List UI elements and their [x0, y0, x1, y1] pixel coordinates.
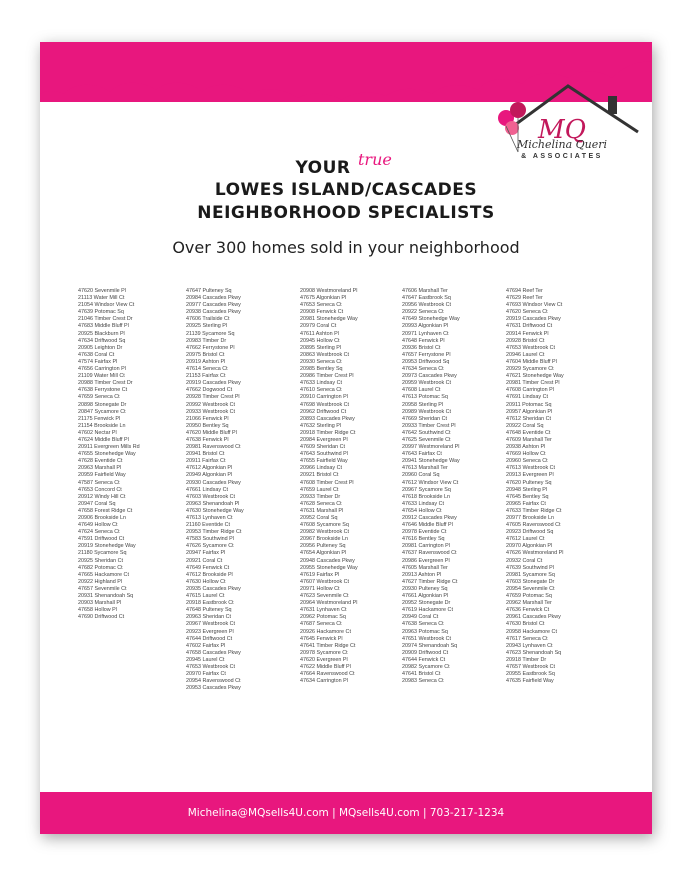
- address-item: 47698 Westbrook Ct: [300, 401, 350, 408]
- address-item: 47629 Reef Ter: [506, 295, 543, 302]
- address-item: 20981 Stonehedge Way: [300, 316, 358, 323]
- logo-monogram: MQ: [538, 115, 586, 145]
- address-item: 20962 Potomac Sq: [300, 614, 346, 621]
- address-item: 47683 Middle Bluff Pl: [78, 323, 129, 330]
- address-item: 47669 Sheridan Ct: [402, 415, 447, 422]
- address-item: 20948 Cascades Pkwy: [300, 557, 355, 564]
- address-item: 47654 Algonkian Pl: [300, 550, 347, 557]
- address-item: 20983 Timber Dr: [186, 337, 227, 344]
- footer-contact: Michelina@MQsells4U.com | MQsells4U.com | 703-217-1234: [187, 807, 505, 819]
- address-item: 47608 Sycamore Sq: [300, 522, 349, 529]
- address-item: 47613 Potomac Sq: [402, 394, 448, 401]
- address-item: 47631 Driftwood Ct: [506, 323, 553, 330]
- address-item: 47661 Lindsay Ct: [186, 486, 228, 493]
- address-item: 47623 Shenandoah Sq: [506, 649, 562, 656]
- address-item: 47659 Seneca Ct: [78, 394, 120, 401]
- address-item: 47616 Bentley Sq: [402, 536, 445, 543]
- address-item: 20983 Seneca Ct: [402, 678, 444, 685]
- address-item: 47657 Westbrook Ct: [506, 663, 556, 670]
- address-item: 20913 Evergreen Pl: [506, 472, 554, 479]
- address-item: 20919 Ashton Pl: [186, 358, 226, 365]
- address-item: 47645 Fenwick Pl: [300, 635, 343, 642]
- address-item: 20963 Sheridan Ct: [186, 614, 231, 621]
- address-item: 47619 Hackamore Ct: [402, 607, 453, 614]
- address-item: 47620 Middle Bluff Pl: [186, 429, 237, 436]
- address-item: 47675 Algonkian Pl: [300, 295, 347, 302]
- address-item: 20977 Brookside Ln: [506, 515, 554, 521]
- address-item: 20949 Coral Ct: [402, 614, 439, 621]
- address-item: 20911 Evergreen Mills Rd: [78, 444, 140, 451]
- address-item: 21054 Windsor View Ct: [78, 302, 135, 309]
- address-item: 20928 Timber Crest Pl: [186, 394, 240, 401]
- address-item: 47693 Windsor View Ct: [506, 302, 563, 309]
- address-item: 47623 Sevenmile Ct: [300, 593, 349, 600]
- address-item: 20941 Bristol Ct: [186, 451, 225, 458]
- address-item: 20938 Cascades Pkwy: [186, 309, 241, 316]
- address-item: 47632 Sterling Pl: [300, 422, 342, 429]
- address-item: 47619 Fairfax Pl: [300, 571, 340, 578]
- address-item: 20906 Brookside Ln: [78, 515, 126, 521]
- address-item: 20930 Seneca Ct: [300, 358, 342, 365]
- address-item: 20945 Hollow Ct: [300, 337, 340, 344]
- address-item: 47620 Sevenmile Pl: [78, 288, 126, 294]
- address-item: 20962 Marshall Ter: [506, 600, 552, 607]
- address-item: 47625 Sevenmile Ct: [402, 436, 451, 443]
- address-item: 47611 Ashton Pl: [300, 330, 339, 337]
- address-item: 47658 Forest Ridge Ct: [78, 507, 133, 514]
- address-item: 47656 Carrington Pl: [78, 366, 126, 373]
- address-item: 20925 Blackburn Pl: [78, 330, 125, 337]
- address-item: 20911 Potomac Sq: [506, 401, 552, 408]
- address-item: 47614 Seneca Ct: [186, 366, 228, 373]
- address-item: 20955 Stonehedge Way: [300, 564, 358, 571]
- address-item: 47627 Timber Ridge Ct: [402, 578, 458, 585]
- address-item: 20989 Westbrook Ct: [402, 408, 452, 415]
- address-item: 20984 Cascades Pkwy: [186, 295, 241, 302]
- address-item: 20964 Westmoreland Pl: [300, 600, 358, 607]
- address-item: 21109 Water Mill Ct: [78, 373, 125, 380]
- address-item: 47610 Seneca Ct: [300, 387, 342, 394]
- address-item: 47634 Carrington Pl: [300, 678, 348, 685]
- address-item: 47659 Potomac Sq: [506, 593, 552, 600]
- address-item: 47661 Algonkian Pl: [402, 593, 449, 600]
- address-item: 20954 Ravenswood Ct: [186, 678, 241, 685]
- address-columns: [78, 288, 618, 788]
- address-item: 47687 Seneca Ct: [300, 621, 342, 628]
- address-item: 20908 Fenwick Ct: [300, 309, 344, 316]
- address-item: 47583 Southwind Pl: [186, 536, 234, 543]
- address-item: 47648 Fenwick Pl: [402, 337, 445, 344]
- address-item: 47655 Stonehedge Way: [78, 451, 136, 458]
- address-item: 47612 Windsor View Ct: [402, 479, 459, 486]
- address-item: 20938 Ashton Pl: [506, 444, 546, 451]
- address-item: 20847 Sycamore Ct: [78, 408, 126, 415]
- address-item: 20979 Coral Ct: [300, 323, 337, 330]
- address-item: 47659 Laurel Ct: [300, 486, 339, 493]
- logo-name: Michelina Queri: [516, 138, 608, 151]
- address-item: 47654 Hollow Ct: [402, 507, 442, 514]
- address-item: 20963 Potomac Sq: [402, 628, 448, 635]
- address-item: 47613 Lynhaven Ct: [186, 515, 233, 521]
- address-item: 20973 Cascades Pkwy: [402, 373, 457, 380]
- address-item: 20963 Marshall Pl: [78, 465, 122, 472]
- address-item: 20922 Seneca Ct: [402, 309, 444, 316]
- address-item: 20919 Stonehedge Way: [78, 543, 136, 550]
- address-item: 20941 Stonehedge Way: [402, 458, 460, 465]
- address-item: 20909 Driftwood Ct: [402, 649, 449, 656]
- address-item: 47602 Fairfax Pl: [186, 642, 226, 649]
- address-item: 20893 Cascades Pkwy: [300, 415, 355, 422]
- address-item: 47653 Westbrook Ct: [506, 344, 556, 351]
- address-item: 47634 Seneca Ct: [402, 366, 444, 373]
- address-item: 47606 Marshall Ter: [402, 288, 448, 294]
- address-item: 47690 Driftwood Ct: [78, 614, 125, 621]
- address-item: 47639 Southwind Pl: [506, 564, 554, 571]
- address-item: 47615 Laurel Ct: [186, 593, 225, 600]
- address-item: 20918 Eastbrook Ct: [186, 600, 234, 607]
- address-item: 20926 Hackamore Ct: [300, 628, 351, 635]
- address-item: 20928 Bristol Ct: [506, 337, 545, 344]
- address-item: 20948 Sterling Pl: [506, 486, 548, 493]
- heading-line-2: LOWES ISLAND/CASCADES: [214, 180, 478, 200]
- address-item: 20971 Lynhaven Ct: [402, 330, 449, 337]
- address-item: 47604 Middle Bluff Pl: [506, 358, 557, 365]
- address-item: 20943 Lynhaven Ct: [506, 642, 553, 649]
- address-item: 20985 Bentley Sq: [300, 366, 343, 373]
- address-item: 47620 Pulteney Sq: [506, 479, 552, 486]
- address-item: 47603 Westbrook Ct: [186, 493, 236, 500]
- address-item: 20974 Shenandoah Sq: [402, 642, 458, 649]
- address-item: 20947 Coral Sq: [78, 500, 116, 507]
- address-item: 20931 Shenandoah Sq: [78, 593, 134, 600]
- heading-accent-word: true: [358, 150, 392, 169]
- address-item: 20949 Algonkian Pl: [186, 472, 233, 479]
- address-item: 20959 Fairfield Way: [78, 472, 126, 479]
- address-item: 20950 Bentley Sq: [186, 422, 229, 429]
- address-item: 20981 Timber Crest Pl: [506, 380, 560, 387]
- address-column: [186, 288, 294, 692]
- address-item: 47662 Ferrystone Pl: [186, 344, 235, 351]
- address-item: 20954 Sevenmile Ct: [506, 585, 555, 592]
- address-item: 47665 Hackamore Ct: [78, 571, 129, 578]
- address-item: 20970 Algonkian Pl: [506, 543, 553, 550]
- address-item: 20957 Algonkian Pl: [506, 408, 553, 415]
- address-item: 20922 Coral Sq: [506, 422, 544, 429]
- address-item: 47624 Seneca Ct: [78, 529, 120, 536]
- address-item: 47635 Fairfield Way: [506, 678, 554, 685]
- address-item: 47643 Southwind Pl: [300, 451, 348, 458]
- address-item: 20905 Leighton Dr: [78, 344, 123, 351]
- address-item: 21154 Brookside Ln: [78, 422, 126, 429]
- address-item: 47609 Marshall Ter: [506, 436, 552, 443]
- address-item: 47662 Dogwood Ct: [186, 387, 233, 394]
- address-item: 47622 Middle Bluff Pl: [300, 663, 351, 670]
- address-item: 47655 Fairfield Way: [300, 458, 348, 465]
- address-item: 21066 Fenwick Pl: [186, 415, 229, 422]
- address-item: 47613 Westbrook Ct: [506, 465, 556, 472]
- address-item: 21046 Timber Crest Dr: [78, 316, 133, 323]
- address-item: 20981 Ravenswood Ct: [186, 444, 241, 451]
- address-item: 47657 Ferrystone Pl: [402, 351, 451, 358]
- address-item: 47633 Lindsay Ct: [300, 380, 342, 387]
- address-item: 47643 Fairfax Ct: [402, 451, 442, 458]
- address-item: 47613 Marshall Ter: [402, 465, 448, 472]
- address-item: 47638 Coral Ct: [78, 351, 115, 358]
- address-item: 47653 Concord Ct: [78, 486, 122, 493]
- address-item: 47633 Lindsay Ct: [402, 500, 444, 507]
- address-item: 47637 Ravenswood Ct: [402, 550, 457, 557]
- address-item: 20933 Timber Crest Pl: [402, 422, 456, 429]
- address-item: 47691 Lindsay Ct: [506, 394, 548, 401]
- address-item: 20975 Bristol Ct: [186, 351, 225, 358]
- address-item: 47649 Stonehedge Way: [402, 316, 460, 323]
- address-item: 20982 Westbrook Ct: [300, 529, 350, 536]
- address-item: 20908 Westmoreland Pl: [300, 288, 358, 294]
- logo-subtitle: & ASSOCIATES: [521, 153, 603, 160]
- address-item: 20956 Westbrook Ct: [402, 302, 452, 309]
- address-item: 20960 Coral Sq: [402, 472, 440, 479]
- address-item: 20923 Driftwood Sq: [506, 529, 554, 536]
- address-item: 47694 Reef Ter: [506, 288, 543, 294]
- address-item: 47602 Nectar Pl: [78, 429, 117, 436]
- address-item: 21153 Fairfax Ct: [186, 373, 226, 380]
- address-item: 47645 Bentley Sq: [506, 493, 549, 500]
- address-item: 20919 Cascades Pkwy: [186, 380, 241, 387]
- address-item: 20978 Eventide Ct: [402, 529, 447, 536]
- address-item: 20930 Pulteney Sq: [402, 585, 448, 592]
- address-item: 47618 Brookside Ln: [402, 493, 450, 500]
- address-item: 47587 Seneca Ct: [78, 479, 120, 486]
- address-item: 20982 Sycamore Ct: [402, 663, 450, 670]
- address-item: 47639 Potomac Sq: [78, 309, 124, 316]
- address-item: 20922 Highland Pl: [78, 578, 123, 585]
- address-item: 47636 Fenwick Ct: [506, 607, 550, 614]
- address-item: 47620 Seneca Ct: [506, 309, 548, 316]
- address-item: 47612 Algonkian Pl: [186, 465, 233, 472]
- address-item: 47612 Brookside Pl: [186, 571, 233, 578]
- address-item: 20986 Evergreen Pl: [402, 557, 450, 564]
- address-item: 20921 Coral Ct: [186, 557, 223, 564]
- address-item: 20912 Windy Hill Ct: [78, 493, 126, 500]
- address-item: 47648 Eventide Ct: [506, 429, 551, 436]
- address-item: 20965 Fairfax Ct: [506, 500, 546, 507]
- address-item: 20918 Timber Dr: [506, 656, 547, 663]
- address-item: 20910 Carrington Pl: [300, 394, 348, 401]
- address-item: 47608 Carrington Pl: [506, 387, 554, 394]
- address-item: 47641 Bristol Ct: [402, 671, 441, 678]
- address-item: 20947 Fairfax Pl: [186, 550, 226, 557]
- address-item: 20988 Timber Crest Dr: [78, 380, 133, 387]
- address-item: 47641 Timber Ridge Ct: [300, 642, 356, 649]
- address-item: 47603 Stonegate Dr: [506, 578, 555, 585]
- address-item: 21160 Eventide Ct: [186, 522, 230, 529]
- address-column: [78, 288, 186, 621]
- address-item: 20935 Cascades Pkwy: [186, 585, 241, 592]
- address-item: 47630 Bristol Ct: [506, 621, 545, 628]
- address-item: 47605 Ravenswood Ct: [506, 522, 561, 529]
- address-item: 20967 Brookside Ln: [300, 536, 348, 543]
- address-item: 20992 Westbrook Ct: [186, 401, 236, 408]
- address-item: 20997 Westmoreland Pl: [402, 444, 460, 451]
- address-item: 20952 Coral Sq: [300, 515, 338, 521]
- address-item: 21139 Sycamore Sq: [186, 330, 235, 337]
- address-item: 47574 Fairfax Pl: [78, 358, 118, 365]
- address-item: 20898 Stonegate Dr: [78, 401, 127, 408]
- address-item: 20945 Laurel Ct: [186, 656, 225, 663]
- address-item: 47609 Sheridan Ct: [300, 444, 345, 451]
- address-item: 20977 Cascades Pkwy: [186, 302, 241, 309]
- address-item: 20911 Fairfax Ct: [186, 458, 226, 465]
- address-item: 20918 Timber Ridge Ct: [300, 429, 356, 436]
- address-item: 20958 Hackamore Ct: [506, 628, 557, 635]
- address-item: 47628 Seneca Ct: [300, 500, 342, 507]
- address-item: 47626 Westmoreland Pl: [506, 550, 564, 557]
- address-item: 20952 Stonegate Dr: [402, 600, 451, 607]
- address-item: 20929 Sycamore Ct: [506, 366, 554, 373]
- address-item: 20961 Cascades Pkwy: [506, 614, 561, 621]
- address-item: 20953 Timber Ridge Ct: [186, 529, 242, 536]
- address-item: 47633 Timber Ridge Ct: [506, 507, 562, 514]
- address-item: 47664 Ravenswood Ct: [300, 671, 355, 678]
- address-item: 47642 Southwind Ct: [402, 429, 451, 436]
- address-item: 47647 Pulteney Sq: [186, 288, 232, 294]
- address-item: 47648 Pulteney Sq: [186, 607, 232, 614]
- address-item: 47608 Timber Crest Pl: [300, 479, 354, 486]
- address-item: 47644 Fenwick Ct: [402, 656, 446, 663]
- address-item: 47646 Middle Bluff Pl: [402, 522, 453, 529]
- address-item: 20953 Cascades Pkwy: [186, 685, 241, 692]
- address-item: 47649 Hollow Ct: [78, 522, 118, 529]
- address-item: 47612 Sheridan Ct: [506, 415, 551, 422]
- address-item: 47630 Hollow Ct: [186, 578, 226, 585]
- address-item: 20946 Laurel Ct: [506, 351, 545, 358]
- address-item: 20925 Sterling Pl: [186, 323, 228, 330]
- address-item: 20914 Fenwick Pl: [506, 330, 549, 337]
- address-item: 47682 Potomac Ct: [78, 564, 123, 571]
- address-item: 47653 Westbrook Ct: [186, 663, 236, 670]
- address-column: [506, 288, 614, 685]
- address-item: 47638 Fenwick Pl: [186, 436, 229, 443]
- address-item: 47638 Ferrystone Ct: [78, 387, 128, 394]
- address-item: 20956 Pulteney Sq: [300, 543, 346, 550]
- address-item: 47605 Marshall Ter: [402, 564, 448, 571]
- address-item: 20932 Coral Ct: [506, 557, 543, 564]
- address-item: 47658 Hollow Pl: [78, 607, 117, 614]
- address-item: 20923 Evergreen Pl: [186, 628, 234, 635]
- address-item: 20895 Sterling Pl: [300, 344, 342, 351]
- address-item: 47669 Hollow Ct: [506, 451, 546, 458]
- address-item: 21175 Fenwick Pl: [78, 415, 121, 422]
- address-item: 20958 Sterling Pl: [402, 401, 444, 408]
- heading-line-1: [40, 158, 652, 178]
- address-item: 20960 Seneca Ct: [506, 458, 548, 465]
- address-item: 20959 Westbrook Ct: [402, 380, 452, 387]
- address-item: 47620 Evergreen Pl: [300, 656, 348, 663]
- address-item: 47634 Driftwood Sq: [78, 337, 126, 344]
- address-item: 20936 Bristol Ct: [402, 344, 441, 351]
- address-item: 47649 Fenwick Ct: [186, 564, 230, 571]
- address-item: 20919 Cascades Pkwy: [506, 316, 561, 323]
- address-item: 20963 Shenandoah Pl: [186, 500, 240, 507]
- heading-line-3: NEIGHBORHOOD SPECIALISTS: [197, 203, 495, 223]
- address-item: 20967 Westbrook Ct: [186, 621, 236, 628]
- address-item: 47617 Seneca Ct: [506, 635, 548, 642]
- address-item: 47647 Eastbrook Sq: [402, 295, 451, 302]
- address-item: 20966 Lindsay Ct: [300, 465, 342, 472]
- address-item: 47626 Sycamore Ct: [186, 543, 234, 550]
- address-item: 47624 Middle Bluff Pl: [78, 436, 129, 443]
- address-item: 47608 Laurel Ct: [402, 387, 441, 394]
- address-item: 20933 Westbrook Ct: [186, 408, 236, 415]
- address-item: 20921 Bristol Ct: [300, 472, 339, 479]
- address-item: 20962 Driftwood Ct: [300, 408, 347, 415]
- address-item: 47606 Trailside Ct: [186, 316, 230, 323]
- address-item: 47651 Westbrook Ct: [402, 635, 452, 642]
- address-item: 47621 Stonehedge Way: [506, 373, 564, 380]
- address-column: [300, 288, 408, 685]
- address-item: 47658 Cascades Pkwy: [186, 649, 241, 656]
- address-item: 20912 Cascades Pkwy: [402, 515, 457, 521]
- address-item: 20863 Westbrook Ct: [300, 351, 350, 358]
- address-item: 20967 Sycamore Sq: [402, 486, 451, 493]
- address-item: 20933 Timber Dr: [300, 493, 341, 500]
- address-item: 47644 Driftwood Ct: [186, 635, 233, 642]
- address-item: 47628 Eventide Ct: [78, 458, 123, 465]
- address-item: 20955 Eastbrook Sq: [506, 671, 555, 678]
- address-item: 20970 Fairfax Ct: [186, 671, 226, 678]
- address-item: 21113 Water Mill Ct: [78, 295, 125, 302]
- address-item: 20981 Sycamore Sq: [506, 571, 555, 578]
- address-item: 47631 Lynhaven Ct: [300, 607, 347, 614]
- flyer-page: [40, 42, 652, 834]
- address-item: 20984 Evergreen Pl: [300, 436, 348, 443]
- address-item: 20925 Sheridan Ct: [78, 557, 123, 564]
- address-item: 47638 Seneca Ct: [402, 621, 444, 628]
- address-item: 20981 Carrington Pl: [402, 543, 450, 550]
- address-item: 47612 Laurel Ct: [506, 536, 545, 543]
- address-item: 47631 Marshall Pl: [300, 507, 344, 514]
- address-item: 20986 Timber Crest Pl: [300, 373, 354, 380]
- address-item: 20993 Algonkian Pl: [402, 323, 449, 330]
- address-item: 20930 Cascades Pkwy: [186, 479, 241, 486]
- address-item: 20971 Hollow Ct: [300, 585, 340, 592]
- address-item: 47630 Stonehedge Way: [186, 507, 244, 514]
- address-item: 20953 Driftwood Sq: [402, 358, 450, 365]
- address-item: 47653 Seneca Ct: [300, 302, 342, 309]
- address-item: 21180 Sycamore Sq: [78, 550, 127, 557]
- heading-your: YOUR: [295, 158, 351, 178]
- address-item: 20903 Marshall Pl: [78, 600, 122, 607]
- footer-band: [40, 792, 652, 834]
- address-column: [402, 288, 510, 685]
- address-item: 47607 Westbrook Ct: [300, 578, 350, 585]
- address-item: 20978 Sycamore Ct: [300, 649, 348, 656]
- address-item: 47591 Driftwood Ct: [78, 536, 125, 543]
- address-item: 20913 Ashton Pl: [402, 571, 442, 578]
- subtitle: Over 300 homes sold in your neighborhood: [172, 238, 520, 257]
- address-item: 47657 Sevenmile Ct: [78, 585, 127, 592]
